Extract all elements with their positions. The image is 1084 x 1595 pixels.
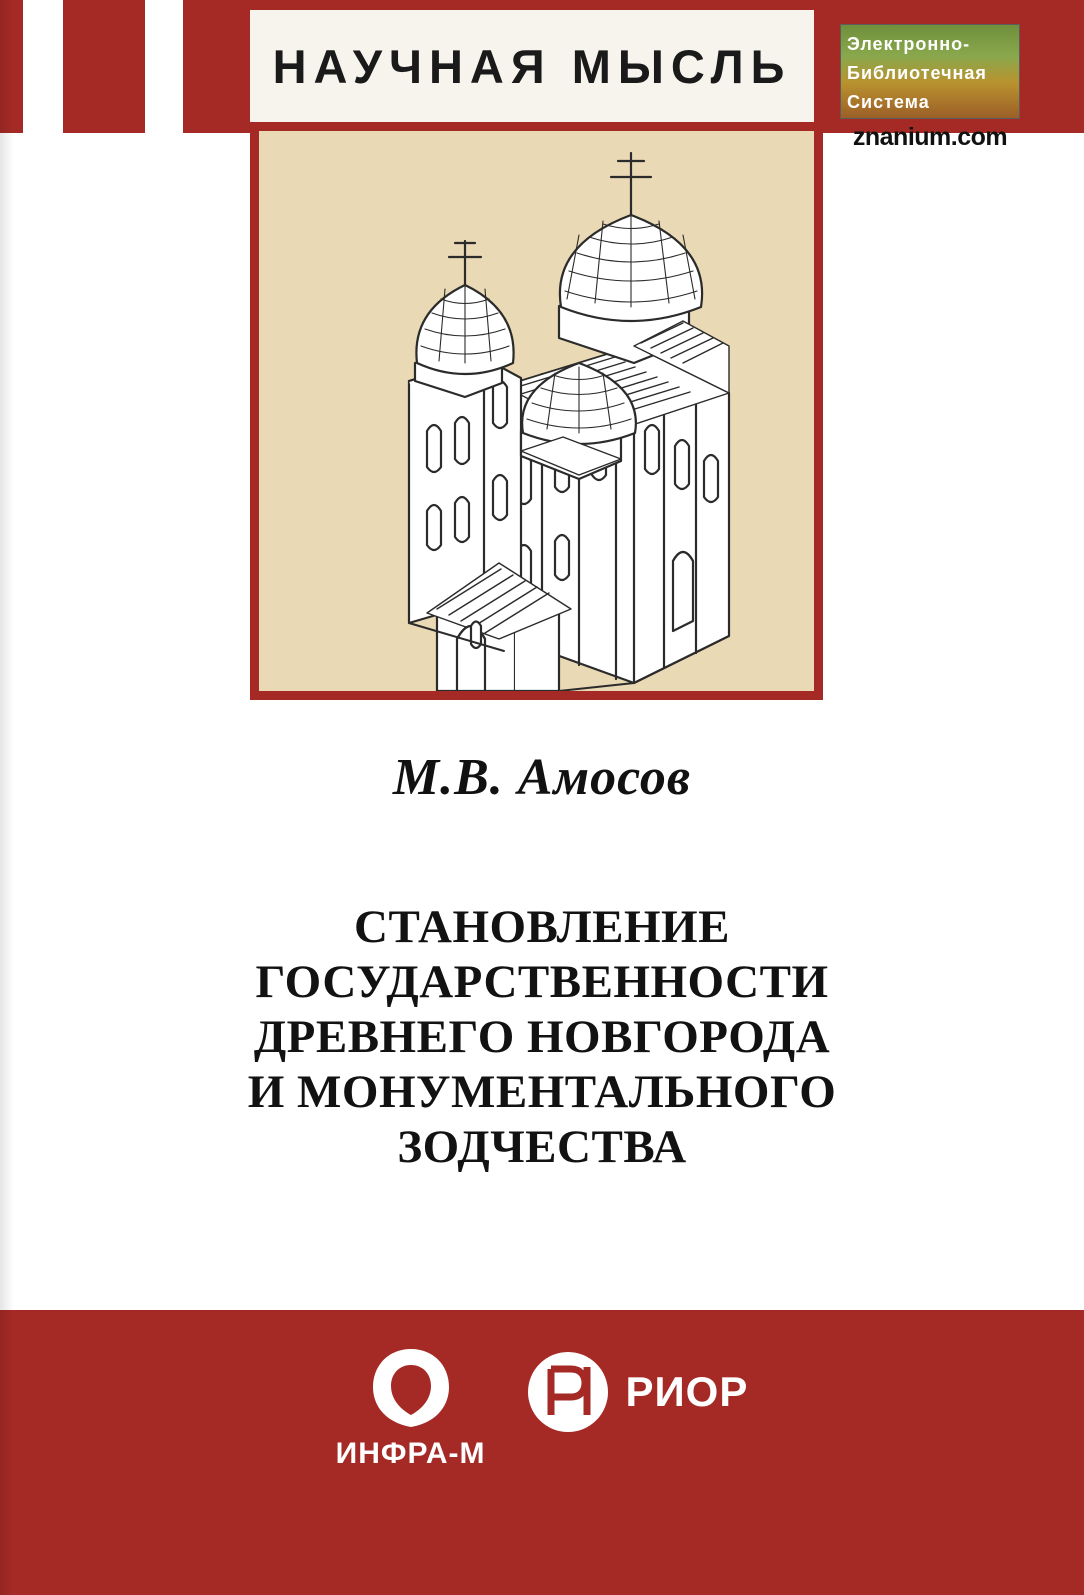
band-white-gap-2 [145, 0, 183, 133]
church-illustration-icon [259, 131, 814, 691]
rior-logo-row [525, 1349, 748, 1435]
rior-icon [525, 1349, 611, 1435]
znanium-domain: znanium.com [852, 123, 1008, 151]
series-title: НАУЧНАЯ МЫСЛЬ [272, 39, 792, 93]
title-line-4: И МОНУМЕНТАЛЬНОГО [247, 1066, 837, 1118]
publisher-logos [0, 1345, 1084, 1471]
infra-m-caption: ИНФРА-М [335, 1437, 486, 1470]
znanium-line-3: Система [847, 92, 930, 112]
znanium-line-1: Электронно- [847, 34, 971, 54]
rior-logo-block [525, 1345, 748, 1435]
series-plate [250, 10, 814, 122]
title-line-5: ЗОДЧЕСТВА [397, 1121, 687, 1173]
illustration-frame [250, 122, 823, 700]
znanium-badge-box [840, 24, 1020, 119]
infra-m-icon [365, 1345, 457, 1431]
znanium-badge [840, 24, 1020, 151]
title-line-2: ГОСУДАРСТВЕННОСТИ [255, 956, 829, 1008]
page-title [130, 900, 954, 1175]
author-name: М.В. Амосов [392, 749, 692, 806]
band-white-gap-1 [23, 0, 63, 133]
illustration-canvas [259, 131, 814, 691]
title-line-1: СТАНОВЛЕНИЕ [354, 901, 730, 953]
znanium-line-2: Библиотечная [847, 63, 987, 83]
title-line-3: ДРЕВНЕГО НОВГОРОДА [253, 1011, 831, 1063]
rior-caption: РИОР [625, 1368, 749, 1415]
infra-m-logo-block [336, 1345, 486, 1471]
